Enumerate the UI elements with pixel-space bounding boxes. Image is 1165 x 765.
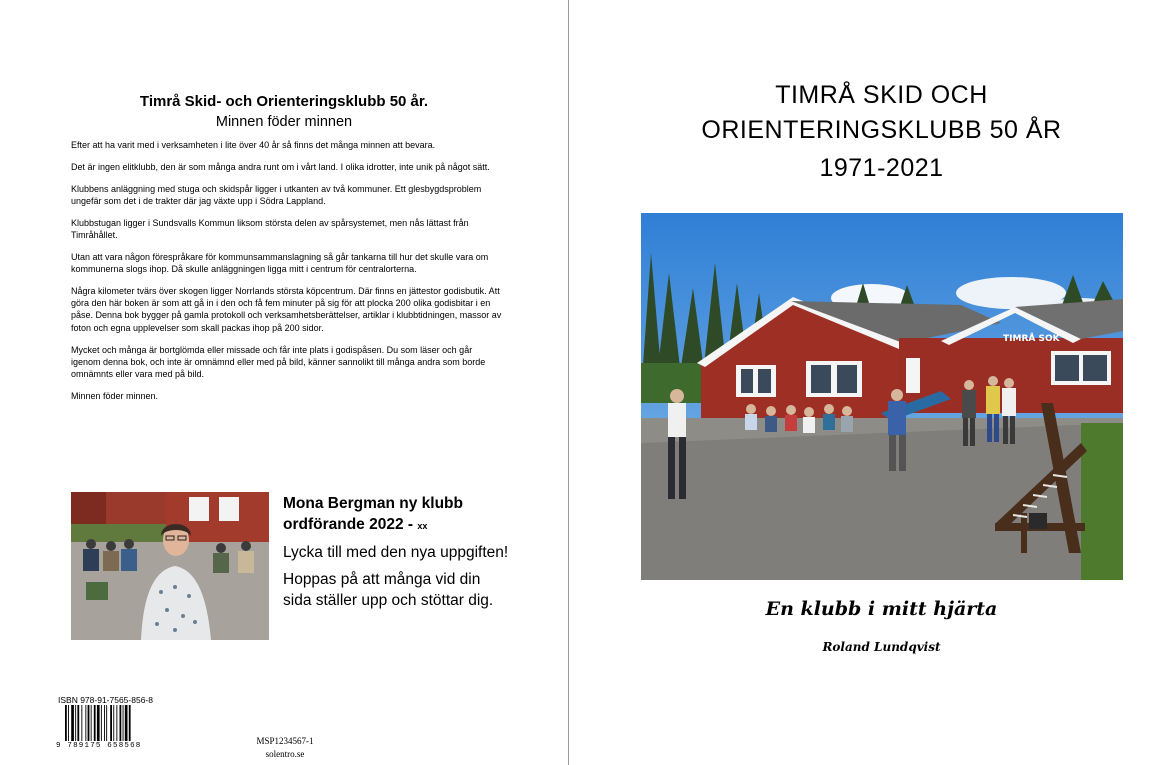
- back-cover: [0, 0, 568, 765]
- back-cover-subtitle: Minnen föder minnen: [215, 114, 353, 130]
- front-cover-title: [598, 78, 1165, 148]
- barcode-digits: 9 789175 658568: [56, 742, 142, 750]
- front-cover-years: 1971-2021: [819, 154, 944, 182]
- mona-heading-suffix: xx: [417, 521, 428, 531]
- msp-code: MSP1234567-1: [256, 736, 314, 746]
- mona-heading-text: Mona Bergman ny klubb ordförande 2022 -: [283, 495, 463, 533]
- publisher-block: [250, 735, 320, 761]
- mona-text-1: Lycka till med den nya uppgiften!: [283, 544, 509, 561]
- clubhouse-sign: TIMRÅ SOK: [1003, 334, 1060, 344]
- paragraph: Minnen föder minnen.: [71, 390, 159, 401]
- paragraph: Klubbens anläggning med stuga och skidspår ligger i utkanten av två kommuner. Ett glesbygdsproblem ungefär som det i de trakter där jag växte upp i Södra Lappland.: [71, 183, 482, 206]
- isbn-label: ISBN 978-91-7565-856-8: [58, 695, 153, 705]
- title-line-1: TIMRÅ SKID OCH: [775, 81, 988, 109]
- front-cover-tagline: En klubb i mitt hjärta: [765, 598, 998, 620]
- back-cover-title: Timrå Skid- och Orienteringsklubb 50 år.: [139, 93, 429, 110]
- paragraph: Det är ingen elitklubb, den är som många andra runt om i vårt land. I olika idrotter, inte unik på något sätt.: [71, 161, 490, 172]
- spine-left-edge: [568, 0, 569, 765]
- paragraph: Några kilometer tvärs över skogen ligger Norrlands största köpcentrum. Där finns en jättestor godisbutik. Att göra den här boken är som att gå in i den och få fem minuter på sig för att plocka 200 olika godisbitar i en påse. Denna bok bygger på gamla protokoll och verksamhetsberättelser, artiklar i klubbtidningen, massor av foton och egna upplevelser som skall packas ihop på 200 sidor.: [71, 285, 502, 333]
- front-cover: [598, 0, 1165, 765]
- mona-photo: [71, 492, 269, 640]
- clubhouse-photo: [641, 213, 1123, 580]
- paragraph: Klubbstugan ligger i Sundsvalls Kommun liksom största delen av spårsystemet, men nås lättast från Timråhållet.: [71, 217, 469, 240]
- paragraph: Mycket och många är bortglömda eller missade och får inte plats i godispåsen. Du som läser och går igenom denna bok, och inte är omnämnd eller med på bild, känner sannolikt till många andra som borde omnämnts eller vara med på bild.: [71, 344, 486, 380]
- mona-heading: [283, 493, 513, 537]
- front-cover-author: Roland Lundqvist: [822, 640, 941, 654]
- back-cover-text: [71, 139, 503, 412]
- publisher-site: solentro.se: [265, 749, 305, 759]
- paragraph: Utan att vara någon förespråkare för kommunsammanslagning så går tankarna till hur det skulle vara om kommunerna slogs ihop. Då skulle anläggningen ligga mitt i centrum för centralorterna.: [71, 251, 489, 275]
- mona-text: [283, 542, 513, 617]
- mona-text-2: Hoppas på att många vid din sida ställer upp och stöttar dig.: [283, 571, 494, 609]
- paragraph: Efter att ha varit med i verksamheten i lite över 40 år så finns det många minnen att bevara.: [71, 140, 436, 150]
- title-line-2: ORIENTERINGSKLUBB 50 ÅR: [701, 116, 1062, 144]
